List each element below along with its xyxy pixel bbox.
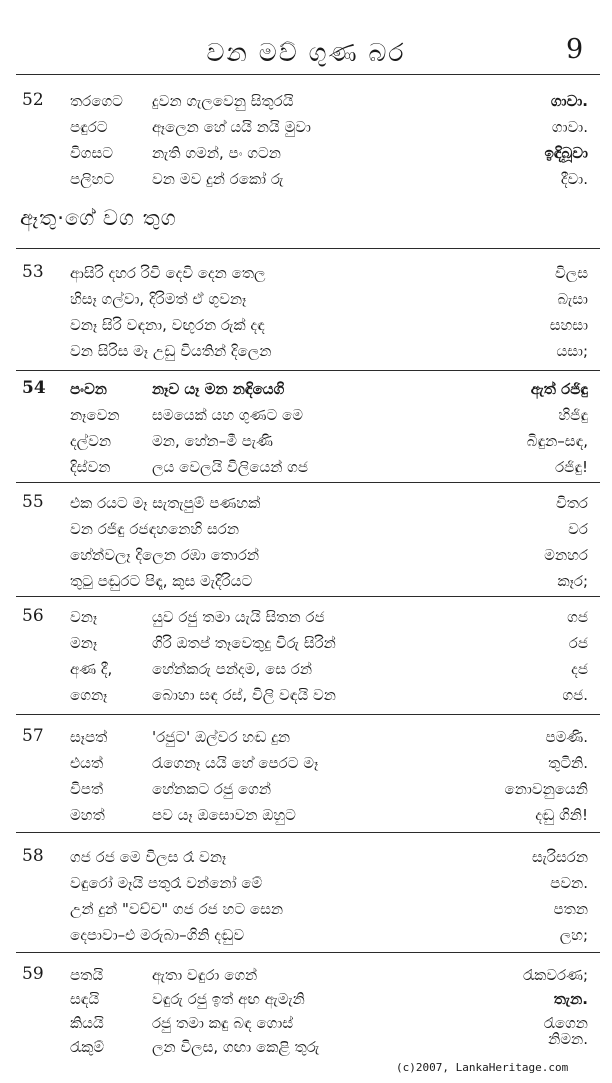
verse-rhyme: මනහර bbox=[544, 546, 588, 564]
stanza-number: 56 bbox=[22, 606, 44, 626]
verse-lead: මනෑ bbox=[70, 634, 98, 652]
stanza-rule bbox=[16, 596, 600, 597]
verse-body: ඈලෙන හේ යයි නයි මුවා bbox=[152, 118, 311, 136]
verse-rhyme: රජ bbox=[568, 634, 588, 652]
verse-body: වඳුරු රජු ඉත් අඟ ඇමැනි bbox=[152, 990, 305, 1008]
verse-body: රජු තමා කඳු බඳ ගොස් bbox=[152, 1014, 294, 1032]
verse-rhyme: ලහ; bbox=[559, 926, 588, 944]
verse-body: ලය වෙලයි විලියෙන් ගජ bbox=[152, 458, 309, 476]
verse-rhyme: පතන bbox=[553, 900, 588, 918]
section-rule bbox=[16, 248, 600, 249]
verse-rhyme: පවන. bbox=[550, 874, 588, 892]
copyright-notice: (c)2007, LankaHeritage.com bbox=[396, 1061, 569, 1074]
verse-body: 'රජුට' ඔල්වර හඬ දුන bbox=[152, 728, 291, 746]
verse-body: ඇතා වඳුරා ගෙන් bbox=[152, 966, 258, 984]
verse-lead: පතයි bbox=[70, 966, 104, 984]
verse-lead: රැකුම් bbox=[70, 1038, 105, 1056]
verse-body: සමයෙක් යහ ගුණට මෙ bbox=[152, 406, 304, 424]
stanza-rule bbox=[16, 714, 600, 715]
verse-line bbox=[0, 924, 612, 954]
verse-lead: මහත් bbox=[70, 806, 105, 824]
verse-rhyme: ඇත් රජිඳු bbox=[530, 380, 588, 398]
verse-lead: උන් දුන් "වච්ච" ගජ රජ හට සෙන bbox=[70, 900, 284, 918]
verse-rhyme: පමණි. bbox=[545, 728, 588, 746]
verse-body: පව යෑ ඔසොවන ඔහුට bbox=[152, 806, 296, 824]
verse-lead: විපත් bbox=[70, 780, 104, 798]
section-heading: ඈතු·ගේ වග තුග bbox=[20, 206, 177, 230]
stanza-number: 58 bbox=[22, 846, 44, 866]
verse-rhyme: දජ bbox=[571, 660, 588, 678]
verse-body: නැති ගමන්, පං ගටන bbox=[152, 144, 281, 162]
stanza-number: 55 bbox=[22, 492, 44, 512]
verse-rhyme: තැන. bbox=[553, 990, 588, 1008]
page-number: 9 bbox=[566, 34, 584, 65]
verse-rhyme: තුටිනි. bbox=[548, 754, 588, 772]
verse-line bbox=[0, 340, 612, 370]
verse-rhyme: නොවනුයෙනි bbox=[504, 780, 588, 798]
verse-lead: කියයි bbox=[70, 1014, 104, 1032]
verse-body: හේනකට රජු ගෙන් bbox=[152, 780, 272, 798]
stanza-rule bbox=[16, 370, 600, 371]
verse-lead: ආසිරි දහර රිවි දෙවි දෙන තෙල bbox=[70, 264, 266, 282]
verse-body: ගිරි ඔතප් තෑවෙතුදු විරු සිරින් bbox=[152, 634, 336, 652]
verse-lead: හිසෑ ගල්වා, දිරිමත් ඒ ගුවනෑ bbox=[70, 290, 247, 308]
verse-lead: විගසට bbox=[70, 144, 114, 162]
verse-lead: ගජ රජ මෙ විලස රෑ වනෑ bbox=[70, 848, 227, 866]
verse-rhyme: විතර bbox=[555, 494, 588, 512]
stanza-number: 59 bbox=[22, 964, 44, 984]
verse-lead: පඳුරට bbox=[70, 118, 108, 136]
verse-body: ලන විලස, ගඟා කෙළි තුරු bbox=[152, 1038, 320, 1056]
verse-lead: අණ දී, bbox=[70, 660, 113, 678]
verse-line bbox=[0, 168, 612, 198]
verse-lead: වන රජිඳු රජඳහනෙහි සරන bbox=[70, 520, 240, 538]
verse-body: රැගෙනෑ යයි හේ පෙරට මෑ bbox=[152, 754, 319, 772]
verse-lead: දිස්වන bbox=[70, 458, 111, 476]
verse-rhyme: කෑර; bbox=[557, 572, 588, 590]
verse-body: හේන්කරු පන්දම, සෙ රන් bbox=[152, 660, 313, 678]
verse-rhyme: රජිඳු! bbox=[555, 458, 588, 476]
verse-rhyme: රැකවරණ; bbox=[522, 966, 588, 984]
verse-rhyme: හිජිඳු bbox=[558, 406, 588, 424]
stanza-number: 57 bbox=[22, 726, 44, 746]
verse-rhyme: ගාවා. bbox=[550, 92, 588, 110]
verse-lead: වන සිරිස මෑ උඩු වියතින් දිලෙන bbox=[70, 342, 272, 360]
verse-lead: නෑවෙන bbox=[70, 406, 120, 424]
verse-lead: දල්වන bbox=[70, 432, 112, 450]
title-rule bbox=[16, 74, 600, 75]
verse-rhyme: ඉඳිබූවා bbox=[544, 144, 588, 162]
page-title: වන මව් ගුණ බර bbox=[206, 38, 406, 67]
verse-line bbox=[0, 684, 612, 714]
verse-lead: ගෙනෑ bbox=[70, 686, 108, 704]
verse-lead: වඳුරෝ මෑයි පතුරෑ වන්නෝ මේ bbox=[70, 874, 263, 892]
verse-lead: සෑපත් bbox=[70, 728, 108, 746]
verse-rhyme: නිමන. bbox=[548, 1030, 588, 1048]
verse-lead: දෙපාවා–එ මරුබා–ගිනි දඬුව bbox=[70, 926, 245, 944]
verse-body: යුව රජු තමා යැයි සිතන රජ bbox=[152, 608, 325, 626]
stanza-rule bbox=[16, 832, 600, 833]
verse-rhyme: බැසා bbox=[557, 290, 588, 308]
verse-body: බොහා සඳ රස්, විලි වඳයි වන bbox=[152, 686, 336, 704]
verse-body: දුවන ගැලවෙනු සිතුරයි bbox=[152, 92, 294, 110]
verse-lead: පංවන bbox=[70, 380, 107, 398]
stanza-rule bbox=[16, 952, 600, 953]
verse-rhyme: දඬු ගිනි! bbox=[535, 806, 588, 824]
verse-body: මන, හේන–මී පැණි bbox=[152, 432, 273, 450]
verse-lead: වනෑ සිරි වඳනා, වඟුරන රුක් දඳ bbox=[70, 316, 265, 334]
verse-lead: එක රයට මෑ සැතැපුම් පණහක් bbox=[70, 494, 261, 512]
stanza-number: 54 bbox=[22, 378, 46, 398]
stanza-number: 52 bbox=[22, 90, 44, 110]
verse-rhyme: ගජ bbox=[567, 608, 588, 626]
verse-rhyme: යසා; bbox=[556, 342, 588, 360]
verse-lead: වනෑ bbox=[70, 608, 98, 626]
stanza-number: 53 bbox=[22, 262, 44, 282]
verse-rhyme: රැගෙන bbox=[543, 1014, 588, 1032]
verse-rhyme: බිඳුන–සඳ, bbox=[526, 432, 588, 450]
verse-rhyme: විලස bbox=[554, 264, 588, 282]
verse-rhyme: දීවා. bbox=[560, 170, 588, 188]
verse-body: නෑව යෑ මන නඳියෙගි bbox=[152, 380, 285, 398]
verse-rhyme: සහසා bbox=[549, 316, 588, 334]
verse-lead: හේන්වලෑ දිලෙන රඹා තොරන් bbox=[70, 546, 260, 564]
verse-lead: පලිහට bbox=[70, 170, 115, 188]
verse-body: වන මව දුන් රකෝ රු bbox=[152, 170, 284, 188]
verse-lead: තරගෙට bbox=[70, 92, 123, 110]
verse-lead: එයත් bbox=[70, 754, 104, 772]
verse-rhyme: ගාවා. bbox=[551, 118, 588, 136]
verse-line bbox=[0, 804, 612, 834]
verse-rhyme: ගජ. bbox=[562, 686, 588, 704]
verse-rhyme: වර bbox=[568, 520, 588, 538]
verse-rhyme: සැරිසරන bbox=[531, 848, 588, 866]
verse-lead: තුටු පඬුරට පිඳෑ, කුස මැදිරියට bbox=[70, 572, 253, 590]
stanza-rule bbox=[16, 482, 600, 483]
verse-lead: සඳයි bbox=[70, 990, 100, 1008]
